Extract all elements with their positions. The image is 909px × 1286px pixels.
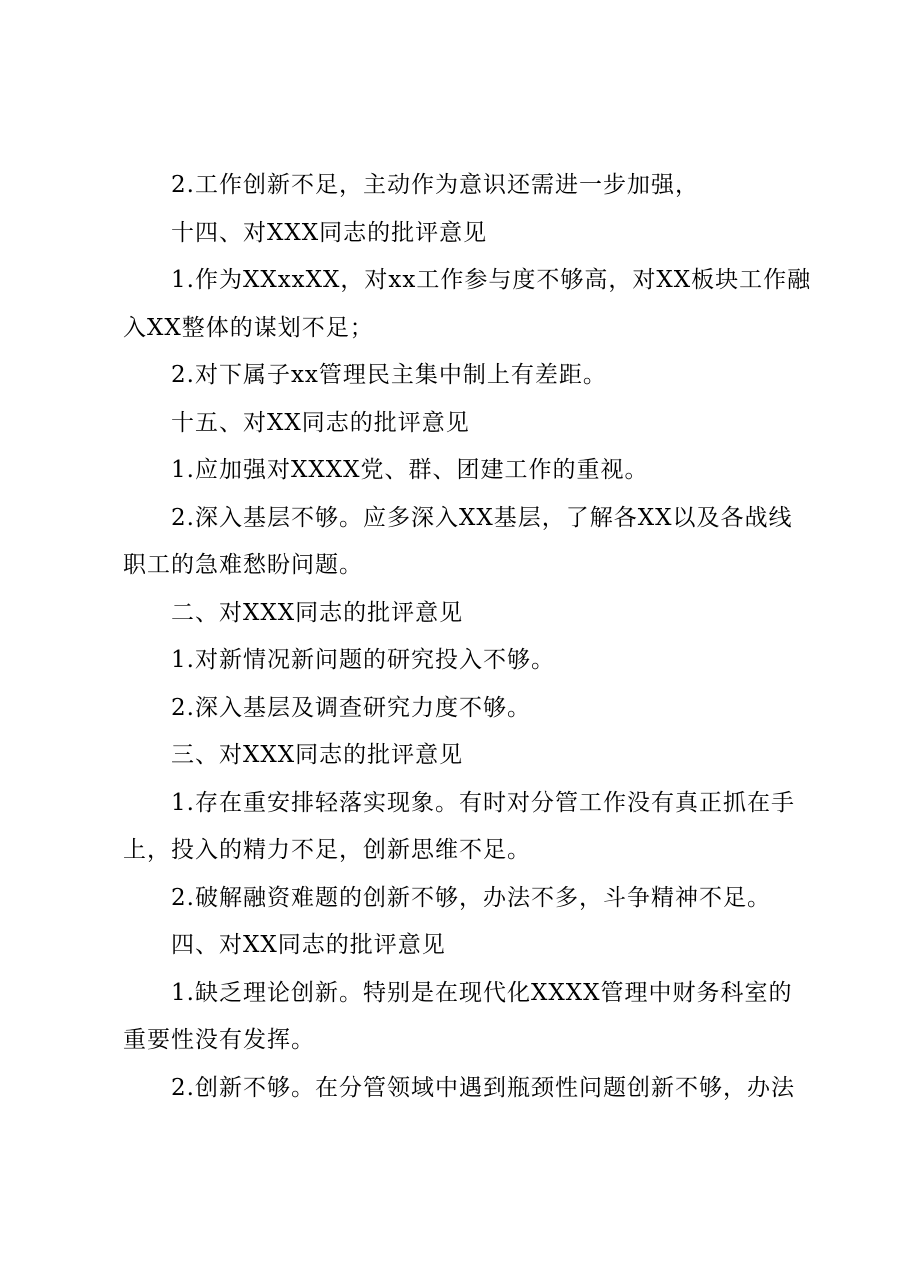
item-paragraph: 1.存在重安排轻落实现象。有时对分管工作没有真正抓在手上，投入的精力不足，创新思维不足。 bbox=[123, 789, 795, 863]
item-paragraph: 1.缺乏理论创新。特别是在现代化XXXX管理中财务科室的重要性没有发挥。 bbox=[123, 979, 793, 1053]
item-paragraph: 2.创新不够。在分管领域中遇到瓶颈性问题创新不够，办法 bbox=[171, 1074, 795, 1101]
item-paragraph: 2.深入基层及调查研究力度不够。 bbox=[171, 694, 531, 721]
item-paragraph: 1.作为XXxxXX，对xx工作参与度不够高，对XX板块工作融入XX整体的谋划不足； bbox=[123, 267, 812, 341]
section-heading: 十五、对XX同志的批评意见 bbox=[171, 409, 470, 436]
item-paragraph: 2.深入基层不够。应多深入XX基层，了解各XX以及各战线职工的急难愁盼问题。 bbox=[123, 504, 793, 578]
document-body bbox=[123, 162, 813, 1112]
item-paragraph: 1.对新情况新问题的研究投入不够。 bbox=[171, 647, 555, 673]
section-heading: 四、对XX同志的批评意见 bbox=[171, 932, 446, 958]
item-paragraph: 1.应加强对XXXX党、群、团建工作的重视。 bbox=[171, 457, 649, 483]
item-paragraph: 2.工作创新不足，主动作为意识还需进一步加强， bbox=[171, 172, 699, 198]
section-heading: 三、对XXX同志的批评意见 bbox=[171, 742, 464, 768]
item-paragraph: 2.对下属子xx管理民主集中制上有差距。 bbox=[171, 362, 607, 388]
item-paragraph: 2.破解融资难题的创新不够，办法不多，斗争精神不足。 bbox=[171, 884, 771, 911]
section-heading: 二、对XXX同志的批评意见 bbox=[171, 599, 464, 626]
section-heading: 十四、对XXX同志的批评意见 bbox=[171, 219, 488, 246]
